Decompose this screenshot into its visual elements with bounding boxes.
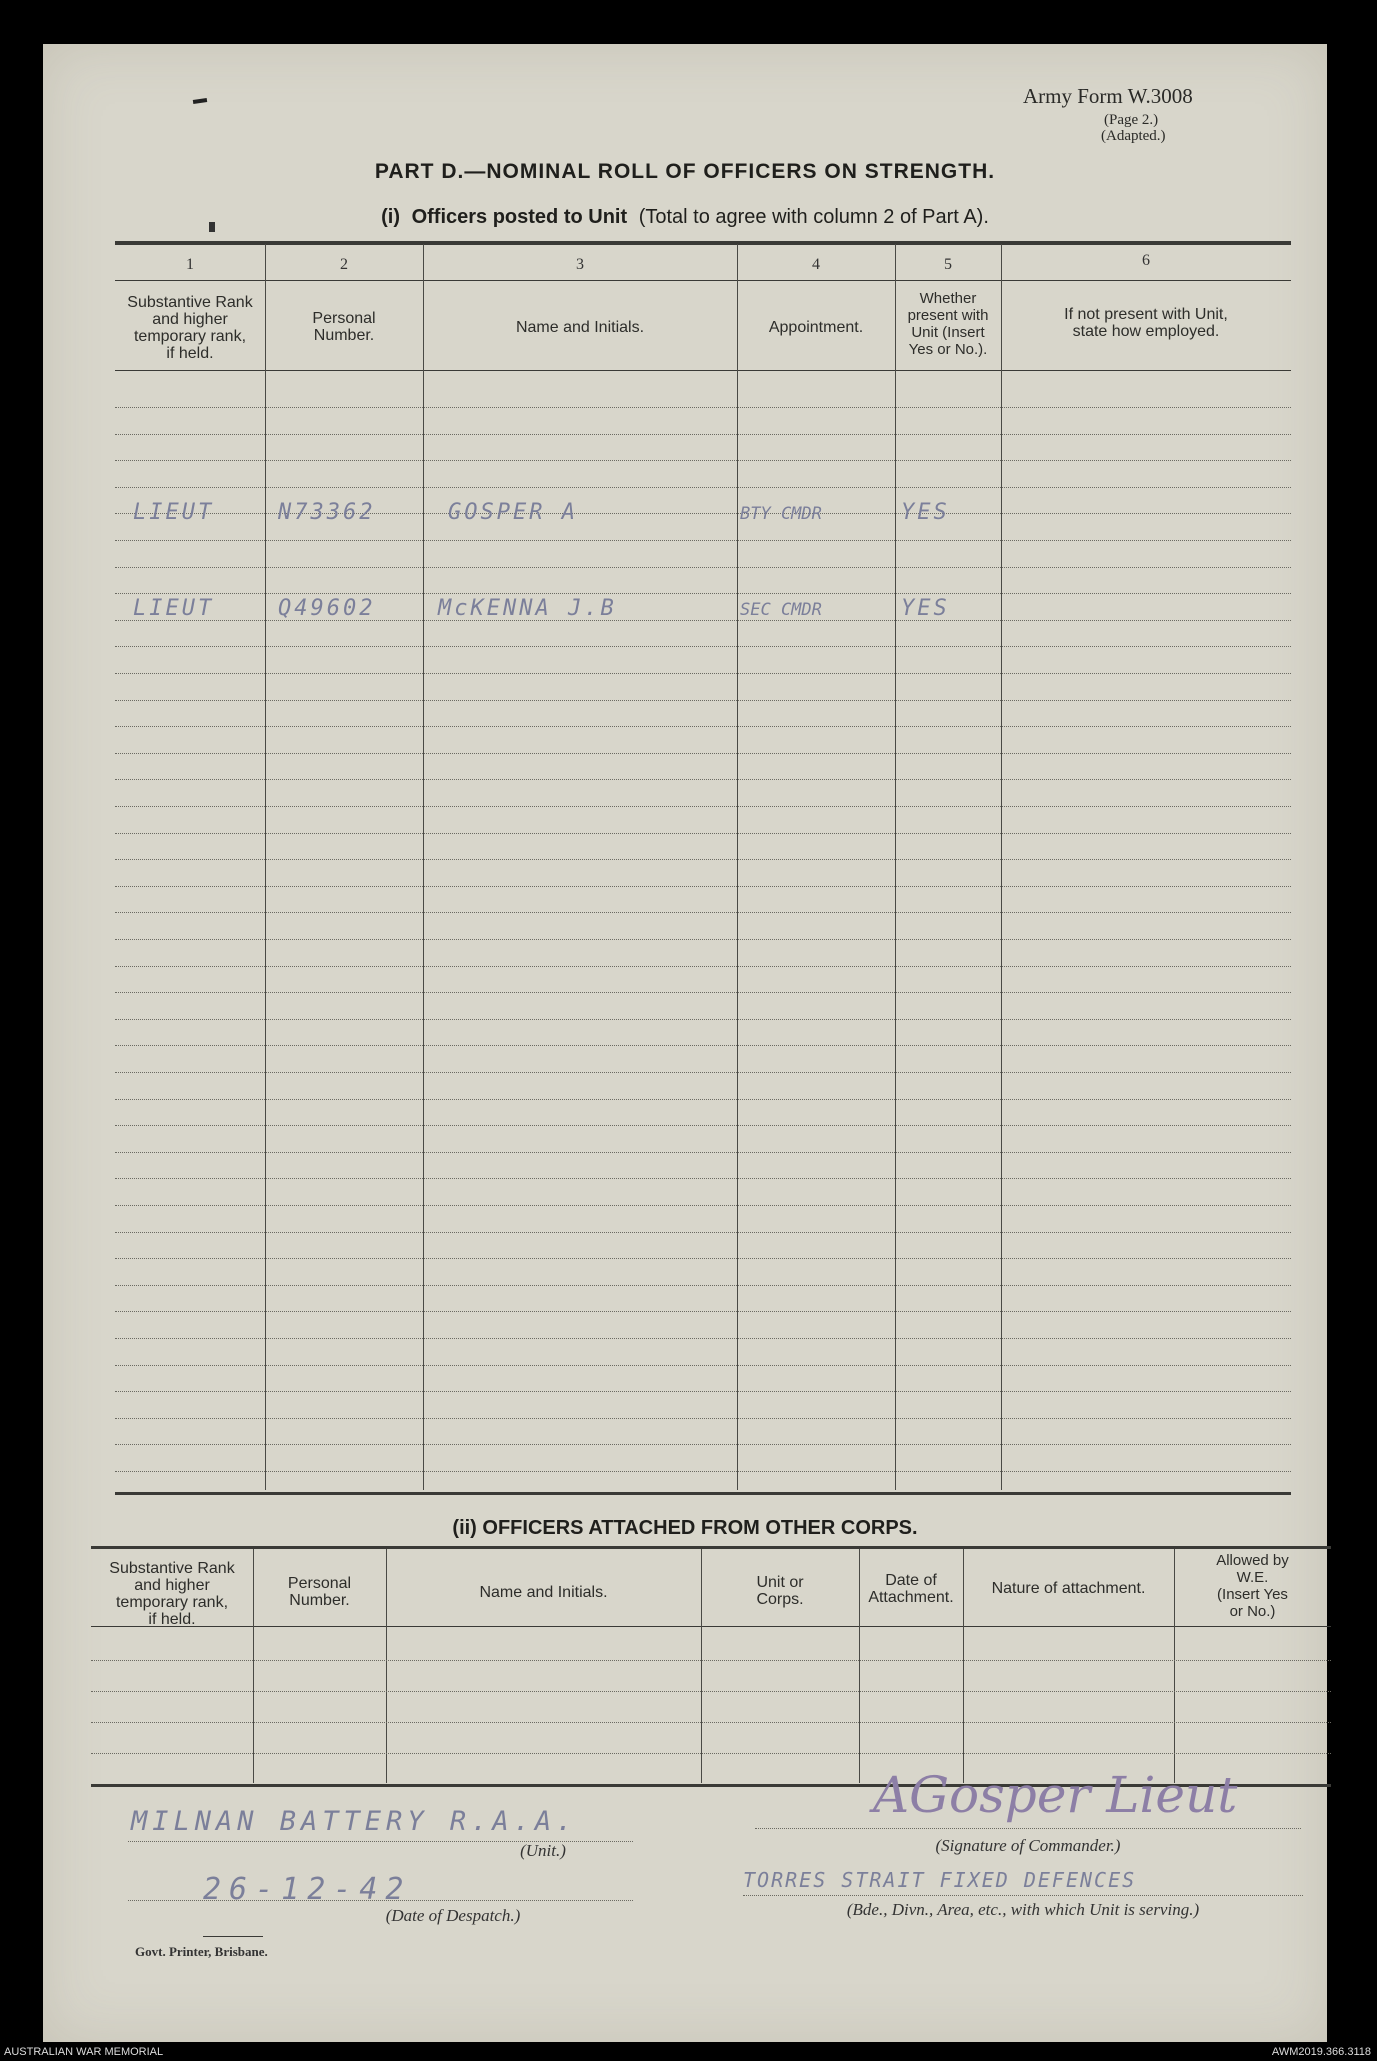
table1-col-number: 2 bbox=[340, 256, 348, 273]
ruled-line bbox=[91, 1691, 1331, 1692]
signature-label: (Signature of Commander.) bbox=[935, 1836, 1121, 1855]
unit-value[interactable]: MILNAN BATTERY R.A.A. bbox=[131, 1806, 578, 1837]
table1-header-name: Name and Initials. bbox=[515, 319, 645, 336]
entry1-name[interactable]: GOSPER A bbox=[448, 500, 578, 525]
table1-col-divider bbox=[423, 244, 424, 1490]
ruled-line bbox=[115, 460, 1291, 461]
ruled-line bbox=[115, 1471, 1291, 1472]
table1-header-number: Personal Number. bbox=[312, 310, 376, 344]
table2-header-bottom bbox=[91, 1626, 1331, 1627]
table1-col-number: 5 bbox=[944, 256, 952, 273]
archive-caption-right: AWM2019.366.3118 bbox=[1271, 2046, 1371, 2058]
entry1-appointment[interactable]: BTY CMDR bbox=[740, 504, 822, 524]
ruled-line bbox=[115, 1391, 1291, 1392]
signature-line bbox=[755, 1828, 1301, 1829]
table1-header-rank: Substantive Rank and higher temporary rank, if held. bbox=[127, 294, 253, 362]
section-i-rest: (Total to agree with column 2 of Part A). bbox=[638, 206, 989, 228]
ruled-line bbox=[115, 1311, 1291, 1312]
ruled-line bbox=[115, 779, 1291, 780]
ruled-line bbox=[91, 1722, 1331, 1723]
table1-header-appointment: Appointment. bbox=[768, 319, 864, 336]
printer-imprint: Govt. Printer, Brisbane. bbox=[135, 1944, 268, 1959]
ruled-line bbox=[91, 1660, 1331, 1661]
ruled-line bbox=[115, 567, 1291, 568]
form-title: PART D.—NOMINAL ROLL OF OFFICERS ON STRENGTH. bbox=[374, 160, 996, 183]
ruled-line bbox=[115, 487, 1291, 488]
table2-header-unit: Unit or Corps. bbox=[756, 1574, 804, 1608]
ruled-line bbox=[115, 1205, 1291, 1206]
formation-line bbox=[743, 1895, 1303, 1896]
table2-header-allowed: Allowed by W.E. (Insert Yes or No.) bbox=[1216, 1552, 1289, 1620]
unit-label: (Unit.) bbox=[520, 1841, 566, 1860]
ruled-line bbox=[115, 1099, 1291, 1100]
date-value[interactable]: 26-12-42 bbox=[203, 1872, 412, 1907]
table2-header-nature: Nature of attachment. bbox=[991, 1580, 1146, 1597]
form-id: Army Form W.3008 bbox=[1023, 84, 1193, 108]
ruled-line bbox=[115, 540, 1291, 541]
ruled-line bbox=[115, 1258, 1291, 1259]
ruled-line bbox=[115, 1338, 1291, 1339]
table2-header-date: Date of Attachment. bbox=[868, 1572, 954, 1606]
ruled-line bbox=[115, 1365, 1291, 1366]
ruled-line bbox=[115, 886, 1291, 887]
ruled-line bbox=[115, 1444, 1291, 1445]
ink-mark bbox=[193, 98, 207, 104]
ruled-line bbox=[115, 1152, 1291, 1153]
signature-value[interactable]: AGosper Lieut bbox=[873, 1766, 1238, 1824]
table2-header-rank: Substantive Rank and higher temporary rank, if held. bbox=[109, 1560, 235, 1628]
table1-col-divider bbox=[895, 244, 896, 1490]
table2-top-rule bbox=[91, 1546, 1331, 1549]
ruled-line bbox=[115, 726, 1291, 727]
entry2-present[interactable]: YES bbox=[901, 596, 950, 621]
ruled-line bbox=[91, 1753, 1331, 1754]
ruled-line bbox=[115, 939, 1291, 940]
ruled-line bbox=[115, 992, 1291, 993]
section-i-prefix: (i) bbox=[381, 206, 400, 228]
table1-col-divider bbox=[1001, 244, 1002, 1490]
table1-col-divider bbox=[265, 244, 266, 1490]
ruled-line bbox=[115, 673, 1291, 674]
form-page-number: (Page 2.) bbox=[1104, 112, 1159, 128]
entry2-name[interactable]: McKENNA J.B bbox=[438, 596, 617, 621]
ruled-line bbox=[115, 1125, 1291, 1126]
ruled-line bbox=[115, 753, 1291, 754]
ruled-line bbox=[115, 1072, 1291, 1073]
ruled-line bbox=[115, 966, 1291, 967]
ruled-line bbox=[115, 407, 1291, 408]
table1-top-rule bbox=[115, 241, 1291, 245]
ruled-line bbox=[115, 1019, 1291, 1020]
ruled-line bbox=[115, 912, 1291, 913]
table1-col-divider bbox=[737, 244, 738, 1490]
entry1-present[interactable]: YES bbox=[901, 500, 950, 525]
ruled-line bbox=[115, 646, 1291, 647]
entry2-appointment[interactable]: SEC CMDR bbox=[740, 600, 822, 620]
ruled-line bbox=[115, 859, 1291, 860]
ruled-line bbox=[115, 806, 1291, 807]
section-i-bold: Officers posted to Unit bbox=[411, 206, 628, 228]
form-page bbox=[43, 44, 1327, 2042]
ruled-line bbox=[115, 833, 1291, 834]
ruled-line bbox=[115, 1418, 1291, 1419]
table1-col-number: 1 bbox=[186, 256, 194, 273]
ruled-line bbox=[115, 700, 1291, 701]
date-line bbox=[128, 1900, 633, 1901]
table1-header-bottom bbox=[115, 370, 1291, 371]
table1-header-employment: If not present with Unit, state how employed. bbox=[1064, 306, 1228, 340]
table1-col-number: 6 bbox=[1142, 252, 1150, 269]
ruled-line bbox=[115, 1045, 1291, 1046]
ruled-line bbox=[115, 1285, 1291, 1286]
ruled-line bbox=[115, 1232, 1291, 1233]
printer-rule bbox=[203, 1936, 263, 1937]
archive-caption-left: AUSTRALIAN WAR MEMORIAL bbox=[4, 2046, 164, 2058]
date-label: (Date of Despatch.) bbox=[385, 1906, 521, 1925]
table1-col-number: 3 bbox=[576, 256, 584, 273]
table2-header-number: Personal Number. bbox=[287, 1575, 352, 1609]
table1-bottom-rule bbox=[115, 1492, 1291, 1495]
form-adapted: (Adapted.) bbox=[1101, 128, 1166, 144]
entry1-number[interactable]: N73362 bbox=[278, 500, 376, 525]
entry1-rank[interactable]: LIEUT bbox=[133, 500, 215, 525]
entry2-rank[interactable]: LIEUT bbox=[133, 596, 215, 621]
section-ii-heading: (ii) OFFICERS ATTACHED FROM OTHER CORPS. bbox=[452, 1517, 918, 1539]
formation-value[interactable]: TORRES STRAIT FIXED DEFENCES bbox=[743, 1868, 1137, 1892]
ruled-line bbox=[115, 434, 1291, 435]
table2-header-name: Name and Initials. bbox=[479, 1584, 608, 1601]
table1-col-number: 4 bbox=[812, 256, 820, 273]
formation-label: (Bde., Divn., Area, etc., with which Unit is serving.) bbox=[846, 1900, 1200, 1919]
table1-subrule bbox=[115, 280, 1291, 281]
section-i-heading bbox=[43, 206, 1327, 229]
entry2-number[interactable]: Q49602 bbox=[278, 596, 376, 621]
ruled-line bbox=[115, 1178, 1291, 1179]
table1-header-present: Whether present with Unit (Insert Yes or No.). bbox=[907, 290, 989, 358]
ruled-line bbox=[115, 593, 1291, 594]
